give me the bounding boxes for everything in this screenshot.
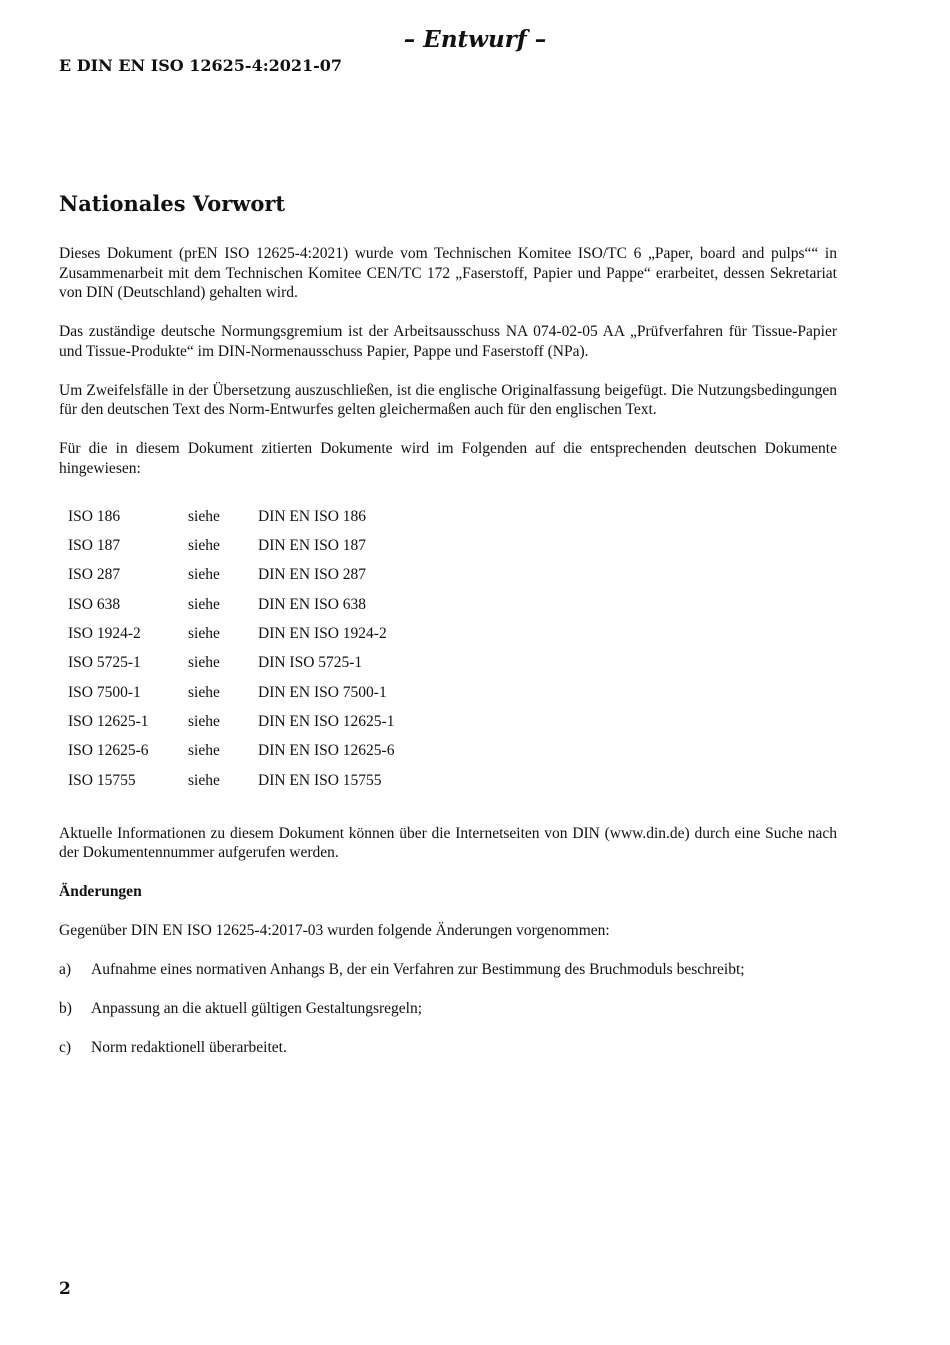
din-ref: DIN EN ISO 638 [258,595,367,613]
din-ref: DIN ISO 5725-1 [258,654,363,672]
table-row [59,678,394,707]
table-row [59,590,394,619]
iso-ref: ISO 5725-1 [68,654,141,672]
iso-ref: ISO 1924-2 [68,625,141,643]
table-row [59,502,394,531]
iso-ref: ISO 187 [68,537,121,555]
iso-ref: ISO 7500-1 [68,683,141,701]
document-id: E DIN EN ISO 12625-4:2021-07 [59,56,343,75]
list-item [59,960,837,980]
reference-table [59,502,394,795]
paragraph: Um Zweifelsfälle in der Übersetzung auszuschließen, ist die englische Originalfassung beigefügt. Die Nutzungsbedingungen für den deutschen Text des Norm-Entwurfes gelten gleichermaßen auch für den englischen Text. [59,381,837,418]
see-label: siehe [188,566,220,584]
din-ref: DIN EN ISO 12625-6 [258,742,395,760]
info-paragraph: Aktuelle Informationen zu diesem Dokument können über die Internetseiten von DIN (www.din.de) durch eine Suche nach der Dokumentennummer aufgerufen werden. [59,824,837,862]
din-ref: DIN EN ISO 12625-1 [258,712,395,730]
see-label: siehe [188,507,220,525]
list-label: c) [59,1038,72,1056]
see-label: siehe [188,712,220,730]
changes-intro: Gegenüber DIN EN ISO 12625-4:2017-03 wurden folgende Änderungen vorgenommen: [59,921,610,939]
iso-ref: ISO 12625-1 [68,712,149,730]
din-ref: DIN EN ISO 186 [258,507,367,525]
see-label: siehe [188,771,220,789]
table-row [59,619,394,648]
table-row [59,766,394,795]
draft-mark: – Entwurf – [403,26,547,53]
table-row [59,736,394,765]
list-item [59,999,837,1019]
din-ref: DIN EN ISO 287 [258,566,367,584]
table-row [59,648,394,677]
table-row [59,531,394,560]
table-row [59,561,394,590]
page-title: Nationales Vorwort [59,191,286,216]
din-ref: DIN EN ISO 7500-1 [258,683,387,701]
din-ref: DIN EN ISO 187 [258,537,367,555]
page-content [59,190,837,1077]
paragraph: Dieses Dokument (prEN ISO 12625-4:2021) wurde vom Technischen Komitee ISO/TC 6 „Paper, board and pulps““ in Zusammenarbeit mit dem Technischen Komitee CEN/TC 172 „Faserstoff, Papier und Pappe“ erarbeitet, dessen Sekretariat von DIN (Deutschland) gehalten wird. [59,245,837,301]
changes-heading: Änderungen [59,883,142,901]
din-ref: DIN EN ISO 15755 [258,771,382,789]
list-text: Aufnahme eines normativen Anhangs B, der ein Verfahren zur Bestimmung des Bruchmoduls beschreibt; [91,960,745,978]
list-label: b) [59,999,72,1017]
list-label: a) [59,960,72,978]
see-label: siehe [188,654,220,672]
see-label: siehe [188,742,220,760]
din-ref: DIN EN ISO 1924-2 [258,625,387,643]
table-row [59,707,394,736]
list-text: Norm redaktionell überarbeitet. [91,1038,287,1056]
page-number: 2 [59,1279,71,1299]
see-label: siehe [188,625,220,643]
list-item [59,1038,837,1058]
iso-ref: ISO 12625-6 [68,742,149,760]
iso-ref: ISO 287 [68,566,121,584]
paragraph: Das zuständige deutsche Normungsgremium ist der Arbeitsausschuss NA 074-02-05 AA „Prüfverfahren für Tissue-Papier und Tissue-Produkte“ im DIN-Normenausschuss Papier, Pappe und Faserstoff (NPa). [59,323,837,360]
list-text: Anpassung an die aktuell gültigen Gestaltungsregeln; [91,999,423,1017]
iso-ref: ISO 638 [68,595,121,613]
iso-ref: ISO 186 [68,507,121,525]
paragraph: Für die in diesem Dokument zitierten Dokumente wird im Folgenden auf die entsprechenden deutschen Dokumente hingewiesen: [59,440,837,477]
see-label: siehe [188,683,220,701]
iso-ref: ISO 15755 [68,771,136,789]
see-label: siehe [188,537,220,555]
see-label: siehe [188,595,220,613]
